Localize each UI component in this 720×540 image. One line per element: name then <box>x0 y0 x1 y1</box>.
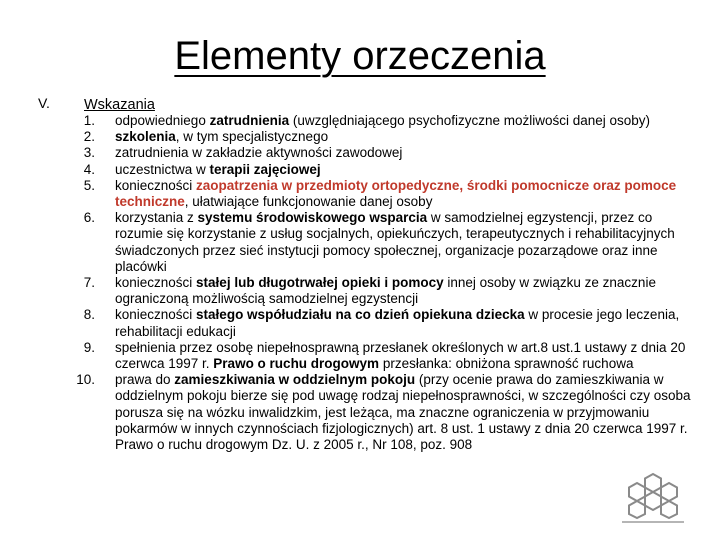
list-item-text: Prawo o ruchu drogowym <box>213 356 380 372</box>
list-item-text: (uwzględniającego psychofizyczne możliwości danej osoby) <box>289 113 651 128</box>
list-item-number: 6. <box>83 210 95 226</box>
list-item-number: 9. <box>83 339 95 355</box>
honeycomb-logo-icon <box>616 468 690 528</box>
list-item-text: zatrudnienia w zakładzie aktywności zawodowej <box>115 145 403 161</box>
list-item-text: , ułatwiające funkcjonowanie danej osoby <box>184 194 433 210</box>
list-item-number: 10. <box>76 372 95 388</box>
list-item-text: w samodzielnej egzystencji, przez co rozumie się korzystanie z usług socjalnych, opiekuńczych, terapeutycznych i rehabilitacyjnych świadczonych przez sieć instytucji pomocy społecznej, organizacje pozarządowe oraz inne placówki <box>115 210 675 274</box>
list-item <box>74 210 694 275</box>
list-item <box>74 129 694 145</box>
slide-title: Elementy orzeczenia <box>174 34 546 78</box>
list-item-text: uczestnictwa w <box>115 161 210 177</box>
list-item-text: szkolenia <box>115 129 176 145</box>
list-item-text: spełnienia przez osobę niepełnosprawną przesłanek określonych w art.8 ust.1 ustawy z dnia 20 czerwca 1997 r. <box>115 339 686 372</box>
section-number: V. <box>38 95 50 111</box>
list-item-text: konieczności <box>115 177 197 193</box>
list-item-number: 8. <box>83 307 95 323</box>
list-item <box>74 372 694 453</box>
list-item-text: zatrudnienia <box>209 113 290 128</box>
list-item-text: konieczności <box>115 275 197 291</box>
list-item <box>74 113 694 129</box>
list-item-number: 5. <box>83 177 95 193</box>
list-item-number: 3. <box>83 145 95 161</box>
list-item-text: zaopatrzenia w przedmioty ortopedyczne, środki pomocnicze oraz pomoce techniczne <box>115 177 677 210</box>
list-item-text: (przy ocenie prawa do zamieszkiwania w oddzielnym pokoju bierze się pod uwagę rodzaj niepełnosprawności, w szczególności czy osoba porusza się na wózku inwalidzkim, jest leżąca, ma znaczne ograniczenia w przyjmowaniu pokarmów w innych czynnościach fizjologicznych) art. 8 ust. 1 ustawy z dnia 20 czerwca 1997 r. Prawo o ruchu drogowym Dz. U. z 2005 r., Nr 108, poz. 908 <box>115 372 691 453</box>
list-item <box>74 162 694 178</box>
list-item <box>74 145 694 161</box>
section-heading: Wskazania <box>84 97 155 113</box>
list-item-text: odpowiedniego <box>115 113 210 128</box>
list-item-number: 2. <box>83 129 95 145</box>
list-item-text: w procesie jego leczenia, rehabilitacji edukacji <box>115 307 680 339</box>
list-item-text: innej osoby w związku ze znacznie ograniczoną możliwością samodzielnej egzystencji <box>115 275 656 307</box>
list-item-text: terapii zajęciowej <box>209 161 321 177</box>
list-item-text: stałego współudziału na co dzień opiekuna dziecka <box>196 307 525 323</box>
list-item-number: 4. <box>83 161 95 177</box>
list-item-text: przesłanka: obniżona sprawność ruchowa <box>379 356 634 372</box>
list-item-text: prawa do <box>115 372 175 388</box>
list-item-text: stałej lub długotrwałej opieki i pomocy <box>196 275 444 291</box>
indications-list <box>74 113 694 453</box>
list-item-text: korzystania z <box>115 210 198 226</box>
list-item-number: 7. <box>83 275 95 291</box>
list-item-text: systemu środowiskowego wsparcia <box>197 210 428 226</box>
list-item-number: 1. <box>83 113 95 128</box>
list-item-text: zamieszkiwania w oddzielnym pokoju <box>174 372 416 388</box>
list-item-text: , w tym specjalistycznego <box>175 129 329 145</box>
list-item <box>74 275 694 307</box>
list-item-text: konieczności <box>115 307 197 323</box>
list-item <box>74 340 694 372</box>
list-item <box>74 307 694 339</box>
list-item <box>74 178 694 210</box>
